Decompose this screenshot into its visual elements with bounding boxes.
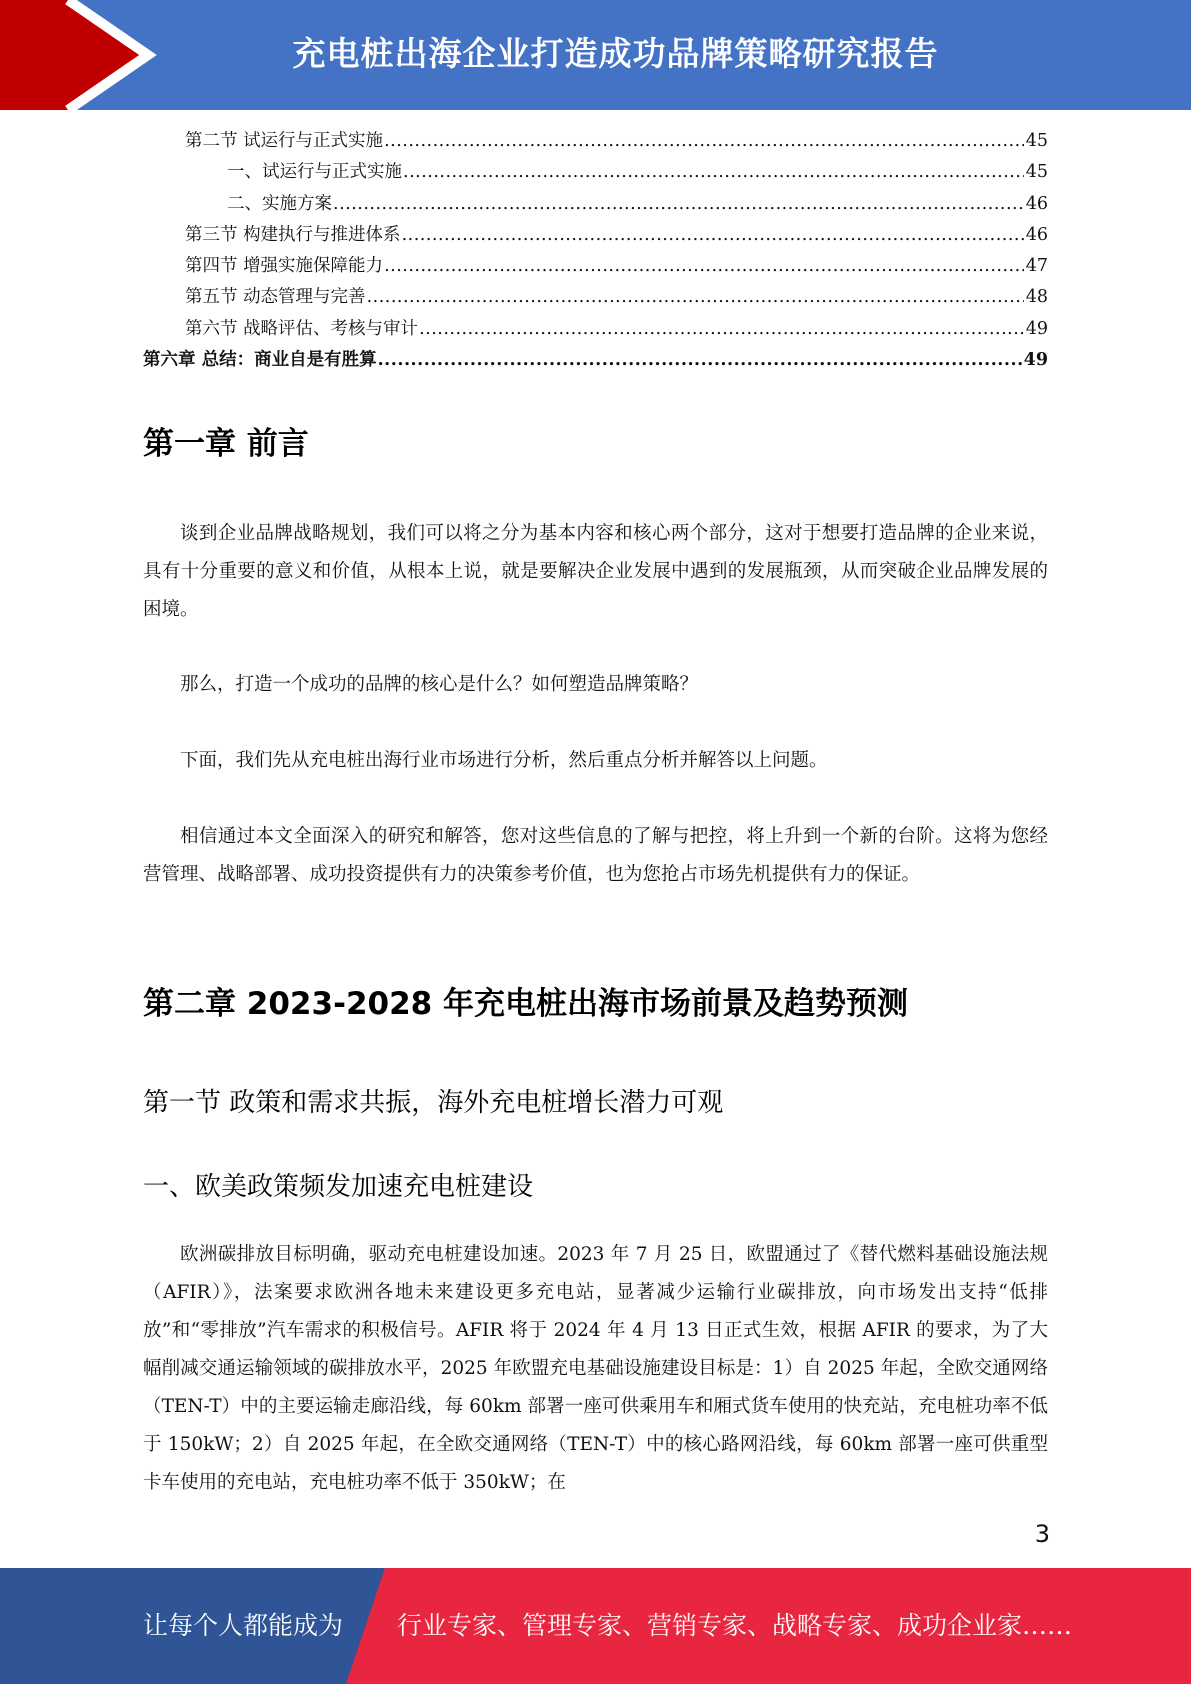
footer-slogan-left: 让每个人都能成为 [143,1611,344,1640]
toc-entry-label: 一、试运行与正式实施 [227,162,402,183]
toc-entry-page: 46 [1025,193,1048,214]
toc-entry-label: 第二节 试运行与正式实施 [185,131,384,151]
toc [143,126,1048,376]
toc-entry[interactable] [143,314,1048,345]
subsection-heading: 一、欧美政策频发加速充电桩建设 [143,1172,534,1202]
report-title: 充电桩出海企业打造成功品牌策略研究报告 [292,34,939,73]
toc-entry[interactable] [143,282,1048,313]
toc-entry-page: 45 [1025,162,1048,183]
toc-entry-page: 46 [1025,224,1048,245]
toc-entry[interactable] [143,157,1048,188]
toc-entry-label: 第六章 总结：商业自是有胜算 [143,350,377,371]
body-paragraph: 相信通过本文全面深入的研究和解答，您对这些信息的了解与把控，将上升到一个新的台阶。这将为您经营管理、战略部署、成功投资提供有力的决策参考价值，也为您抢占市场先机提供有力的保证。 [143,826,1048,885]
body-paragraph: 那么，打造一个成功的品牌的核心是什么？如何塑造品牌策略？ [180,674,699,695]
chapter2-para-wrap [143,1236,1048,1502]
toc-entry-page: 48 [1025,287,1048,308]
toc-entry[interactable] [143,220,1048,251]
chapter1-para-4-wrap [143,818,1048,894]
toc-entry-page: 47 [1025,256,1048,277]
toc-entry[interactable] [143,126,1048,157]
chapter1-para-2-wrap [143,666,1048,704]
toc-entry[interactable] [143,251,1048,282]
chapter1-para-3-wrap [143,742,1048,780]
toc-entry-page: 49 [1025,318,1048,339]
body-paragraph: 下面，我们先从充电桩出海行业市场进行分析，然后重点分析并解答以上问题。 [180,750,828,771]
body-paragraph: 欧洲碳排放目标明确，驱动充电桩建设加速。2023 年 7 月 25 日，欧盟通过了《替代燃料基础设施法规（AFIR）》，法案要求欧洲各地未来建设更多充电站，显著减少运输行业碳排放，向市场发出支持“低排放”和“零排放”汽车需求的积极信号。AFIR 将于 2024 年 4 月 13 日正式生效，根据 AFIR 的要求，为了大幅削减交通运输领域的碳排放水平，2025 年欧盟充电基础设施建设目标是：1）自 2025 年起，全欧交通网络（TEN-T）中的主要运输走廊沿线，每 60km 部署一座可供乘用车和厢式货车使用的快充站，充电桩功率不低于 150kW；2）自 2025 年起，在全欧交通网络（TEN-T）中的核心路网沿线，每 60km 部署一座可供重型卡车使用的充电站，充电桩功率不低于 350kW；在 [143,1244,1048,1493]
toc-entry[interactable] [143,189,1048,220]
toc-entry-chapter[interactable] [143,345,1048,376]
subsection-heading-wrap [143,1166,1048,1203]
section-heading-wrap [143,1082,1048,1119]
toc-entry-label: 二、实施方案 [227,193,332,214]
chapter-heading: 第二章 2023-2028 年充电桩出海市场前景及趋势预测 [143,986,909,1022]
toc-entry-page: 49 [1023,350,1048,371]
footer-slogan-right: 行业专家、管理专家、营销专家、战略专家、成功企业家…… [397,1611,1073,1640]
page-header [0,0,1191,110]
page-footer [0,1568,1191,1684]
section-heading: 第一节 政策和需求共振，海外充电桩增长潜力可观 [143,1088,724,1118]
body-paragraph: 谈到企业品牌战略规划，我们可以将之分为基本内容和核心两个部分，这对于想要打造品牌的企业来说，具有十分重要的意义和价值，从根本上说，就是要解决企业发展中遇到的发展瓶颈，从而突破企业品牌发展的困境。 [143,523,1048,620]
toc-entry-label: 第五节 动态管理与完善 [185,287,366,308]
chapter1-para-1-wrap [143,515,1048,629]
chapter-heading: 第一章 前言 [143,426,309,462]
toc-entry-label: 第六节 战略评估、考核与审计 [185,318,419,339]
toc-entry-page: 45 [1025,131,1048,151]
toc-entry-label: 第三节 构建执行与推进体系 [185,224,401,245]
toc-entry-label: 第四节 增强实施保障能力 [185,256,384,277]
chapter2-heading-wrap [143,978,1048,1023]
page-number: 3 [1034,1520,1050,1548]
chapter1-heading-wrap [143,418,1048,463]
